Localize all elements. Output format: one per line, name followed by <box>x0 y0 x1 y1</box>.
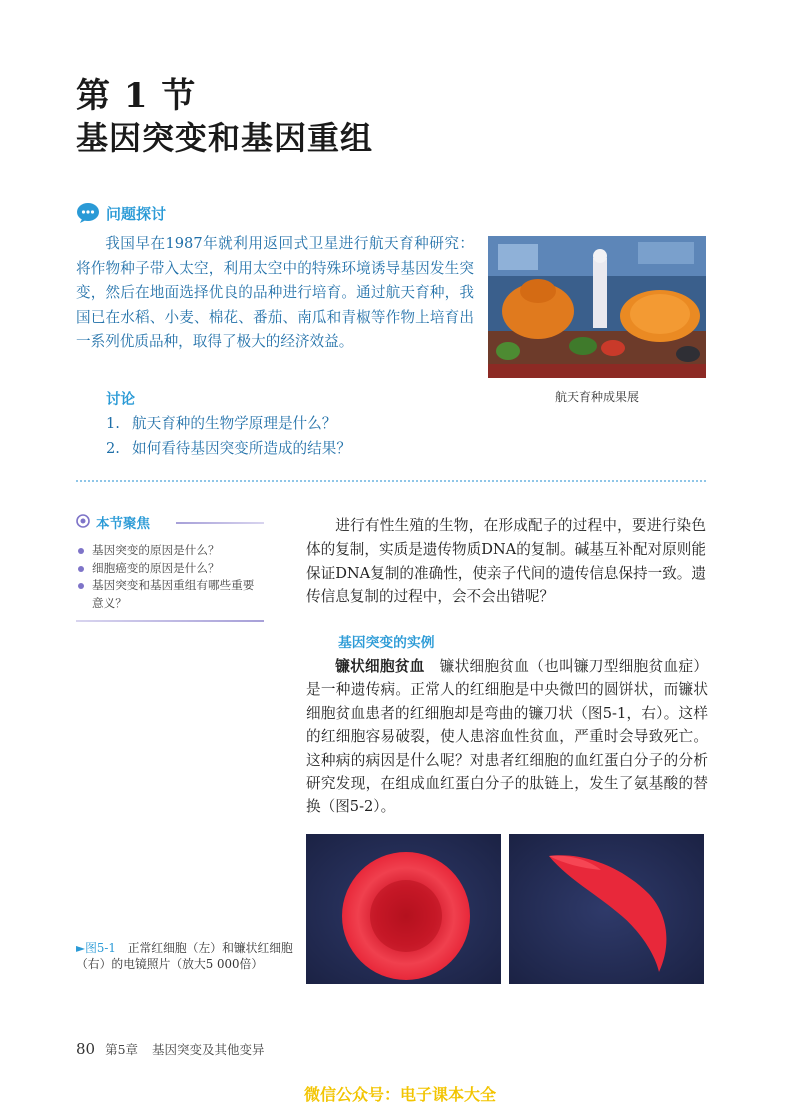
chapter-title: 基因突变及其他变异 <box>152 1042 265 1057</box>
body-paragraph: 进行有性生殖的生物，在形成配子的过程中，要进行染色体的复制，实质是遗传物质DNA的复制。碱基互补配对原则能保证DNA复制的准确性，使亲子代间的遗传信息保持一致。遗传信息复制的过程中，会不会出错呢？ <box>306 517 706 606</box>
figure-caption <box>76 940 296 972</box>
section-number: 第 1 节 <box>76 76 197 116</box>
section-focus-box <box>76 512 264 622</box>
section-title: 基因突变和基因重组 <box>76 119 374 157</box>
chapter-number: 第5章 <box>105 1042 139 1057</box>
page-number: 80 <box>76 1040 96 1058</box>
discussion-label: 讨论 <box>106 392 135 408</box>
watermark-text: 微信公众号：电子课本大全 <box>303 1085 496 1104</box>
target-icon <box>76 514 90 528</box>
bullet-icon <box>78 548 84 554</box>
focus-item: 基因突变的原因是什么？ <box>76 542 264 560</box>
focus-rule <box>176 522 264 524</box>
discussion-questions <box>106 412 351 461</box>
chat-bubble-icon <box>76 202 100 224</box>
discussion-question: 1. 航天育种的生物学原理是什么？ <box>106 415 337 432</box>
exhibition-photo <box>488 236 706 378</box>
sickle-red-cell-micrograph <box>509 834 704 984</box>
focus-title: 本节聚焦 <box>96 516 150 532</box>
inquiry-text: 我国早在1987年就利用返回式卫星进行航天育种研究：将作物种子带入太空，利用太空中的特殊环境诱导基因发生突变，然后在地面选择优良的品种进行培育。通过航天育种，我国已在水稻、小麦、棉花、番茄、南瓜和青椒等作物上培育出一系列优质品种，取得了极大的经济效益。 <box>76 235 474 351</box>
focus-header <box>76 512 264 532</box>
photo-caption: 航天育种成果展 <box>554 390 639 404</box>
discussion-question: 2. 如何看待基因突变所造成的结果？ <box>106 439 351 457</box>
arrow-right-icon: ► <box>76 941 86 955</box>
focus-item: 基因突变和基因重组有哪些重要意义？ <box>76 577 264 612</box>
focus-bottom-rule <box>76 620 264 622</box>
bullet-icon <box>78 566 84 572</box>
page-footer <box>76 1040 265 1058</box>
inquiry-label: 问题探讨 <box>106 205 167 223</box>
section-divider <box>76 480 706 482</box>
focus-item: 细胞癌变的原因是什么？ <box>76 560 264 578</box>
focus-list <box>76 542 264 612</box>
figure-caption-text: 正常红细胞（左）和镰状红细胞（右）的电镜照片（放大5 000倍） <box>76 941 293 971</box>
body-paragraph-sickle <box>306 655 708 819</box>
paragraph-lead: 镰状细胞贫血 <box>335 658 425 675</box>
normal-red-cell-micrograph <box>306 834 501 984</box>
paragraph-text: 镰状细胞贫血（也叫镰刀型细胞贫血症）是一种遗传病。正常人的红细胞是中央微凹的圆饼状，而镰状细胞贫血患者的红细胞却是弯曲的镰刀状（图5-1，右）。这样的红细胞容易破裂，使人患溶血性贫血，严重时会导致死亡。这种病的病因是什么呢？对患者红细胞的血红蛋白分子的分析研究发现，在组成血红蛋白分子的肽链上，发生了氨基酸的替换（图5-2）。 <box>306 658 708 816</box>
subheading: 基因突变的实例 <box>338 635 435 651</box>
figure-number: 图5-1 <box>85 941 116 955</box>
bullet-icon <box>78 583 84 589</box>
